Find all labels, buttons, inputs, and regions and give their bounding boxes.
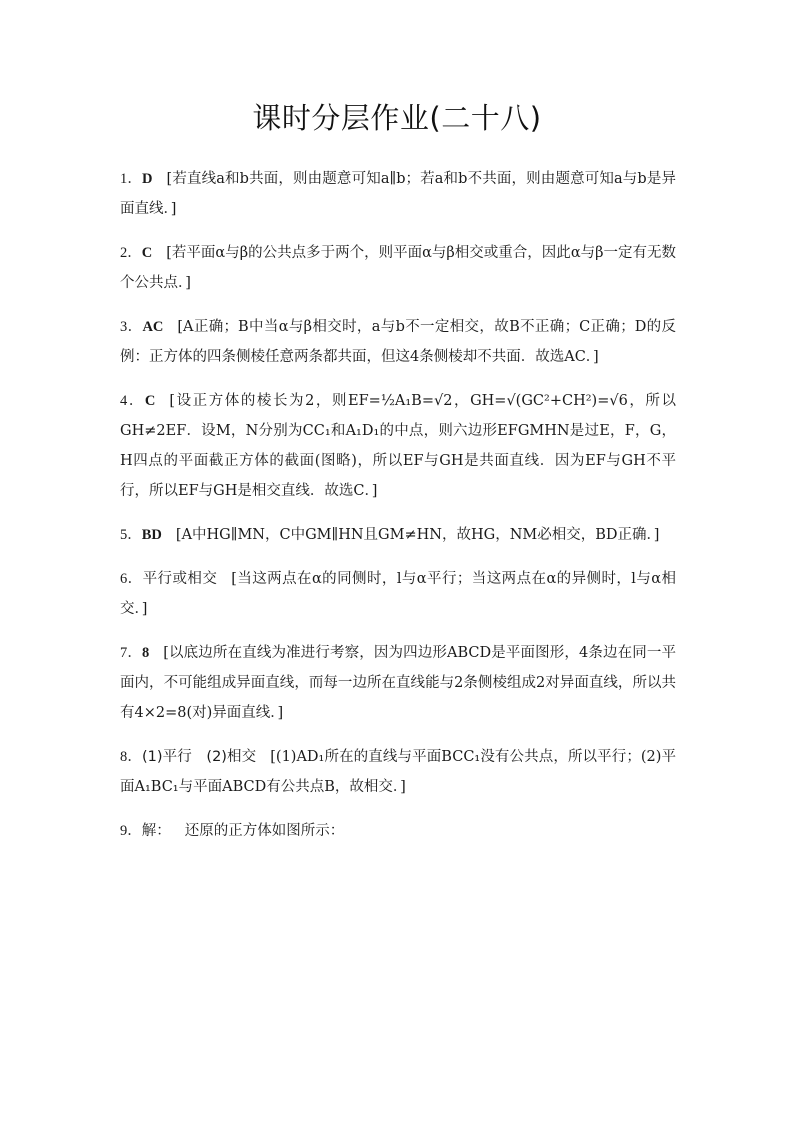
item-explanation: 还原的正方体如图所示： [184, 823, 345, 839]
list-item [120, 638, 676, 728]
item-number: 6． [120, 571, 143, 587]
item-answer: C [144, 393, 156, 409]
item-answer: D [142, 171, 153, 187]
list-item [120, 520, 676, 550]
item-answer: BD [141, 527, 162, 543]
item-explanation: [A中HG∥MN，C中GM∥HN且GM≠HN，故HG，NM必相交，BD正确．] [175, 527, 660, 543]
item-number: 8． [120, 749, 142, 765]
item-number: 4． [120, 393, 145, 409]
item-explanation: [(1)AD₁所在的直线与平面BCC₁没有公共点，所以平行；(2)平面A₁BC₁与平面ABCD有公共点B，故相交．] [120, 749, 676, 795]
answer-list [120, 164, 676, 860]
list-item [120, 238, 676, 298]
item-answer: C [141, 245, 153, 261]
item-explanation: [以底边所在直线为准进行考察，因为四边形ABCD是平面图形，4条边在同一平面内，不可能组成异面直线，而每一边所在直线能与2条侧棱组成2对异面直线，所以共有4×2=8(对)异面直线．] [120, 645, 677, 721]
list-item [120, 742, 676, 802]
item-answer: 平行或相交 [142, 571, 218, 587]
item-answer: AC [142, 319, 164, 335]
item-explanation: [若平面α与β的公共点多于两个，则平面α与β相交或重合，因此α与β一定有无数个公共点．] [120, 245, 677, 291]
item-number: 7． [120, 645, 143, 661]
list-item [120, 564, 676, 624]
item-number: 5． [120, 527, 142, 543]
item-explanation: [当这两点在α的同侧时，l与α平行；当这两点在α的异侧时，l与α相交．] [120, 571, 677, 617]
item-number: 3． [120, 319, 143, 335]
list-item [120, 386, 676, 506]
list-item [120, 816, 676, 846]
item-number: 1． [120, 171, 143, 187]
list-item [120, 164, 676, 224]
item-number: 2． [120, 245, 142, 261]
item-explanation: [A正确；B中当α与β相交时，a与b不一定相交，故B不正确；C正确；D的反例：正方体的四条侧棱任意两条都共面，但这4条侧棱却不共面．故选AC．] [120, 319, 677, 365]
item-explanation: [若直线a和b共面，则由题意可知a∥b；若a和b不共面，则由题意可知a与b是异面直线．] [120, 171, 676, 217]
item-number: 9． [120, 823, 142, 839]
page-title: 课时分层作业(二十八) [252, 101, 542, 135]
list-item [120, 312, 676, 372]
item-answer: (1)平行 (2)相交 [141, 749, 257, 765]
item-answer: 8 [142, 645, 150, 661]
item-answer: 解： [141, 823, 171, 839]
item-explanation: [设正方体的棱长为2，则EF=½A₁B=√2，GH=√(GC²+CH²)=√6，所以GH≠2EF．设M，N分别为CC₁和A₁D₁的中点，则六边形EFGMHN是过E，F，G，H四点的平面截正方体的截面(图略)，所以EF与GH是共面直线．因为EF与GH不平行，所以EF与GH是相交直线．故选C．] [120, 393, 677, 499]
